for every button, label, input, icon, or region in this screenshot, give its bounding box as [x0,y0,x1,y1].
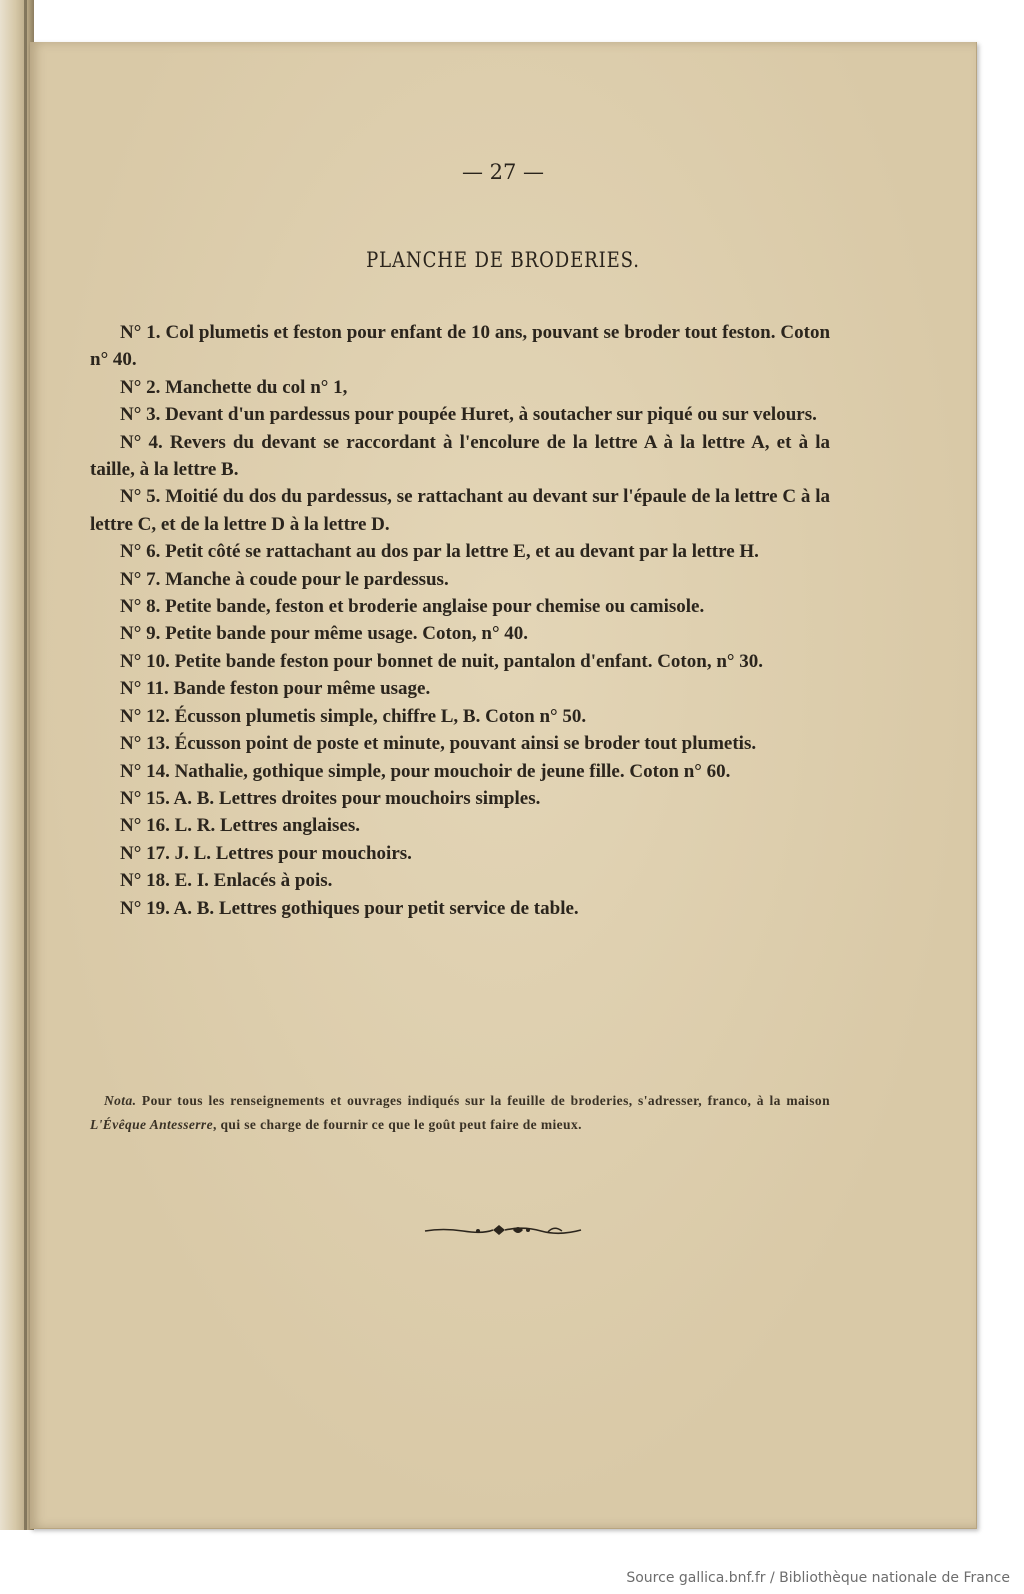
item-text: Devant d'un pardessus pour poupée Huret, à soutacher sur piqué ou sur velours. [165,404,817,426]
item-text: Écusson plumetis simple, chiffre L, B. Coton n° 50. [174,705,587,727]
page-heading: PLANCHE DE BRODERIES. [366,248,640,272]
item-number: N° 10. [120,650,170,672]
item-text: Bande feston pour même usage. [173,678,431,700]
list-item [90,566,830,593]
source-attribution: Source gallica.bnf.fr / Bibliothèque nationale de France [626,1570,1010,1586]
item-number: N° 9. [120,623,161,645]
list-item [90,429,830,484]
item-number: N° 1. [120,322,161,343]
list-item [90,758,830,785]
item-number: N° 8. [120,596,161,618]
nota-house-name: L'Évêque Antesserre [90,1117,213,1132]
list-item [90,867,830,894]
item-text: Manchette du col n° 1, [165,376,348,398]
item-text: E. I. Enlacés à pois. [174,870,333,892]
item-text: L. R. Lettres anglaises. [174,815,360,837]
list-item [90,374,830,401]
item-number: N° 14. [120,760,170,782]
ornament-flourish-icon [423,1220,583,1240]
item-number: N° 12. [120,705,170,727]
item-text: A. B. Lettres droites pour mouchoirs simples. [173,787,541,809]
book-page [30,42,977,1529]
list-item [90,703,830,730]
item-text: A. B. Lettres gothiques pour petit service de table. [173,897,579,919]
list-item [90,538,830,565]
item-number: N° 16. [120,815,170,837]
item-text: Écusson point de poste et minute, pouvant ainsi se broder tout plumetis. [174,733,757,755]
nota-text-before: Pour tous les renseignements et ouvrages indiqués sur la feuille de broderies, s'adresser, franco, à la maison [141,1093,830,1108]
item-number: N° 4. [120,431,163,453]
item-text: Revers du devant se raccordant à l'encolure de la lettre A à la lettre A, et à la taille, à la lettre B. [90,431,830,481]
item-number: N° 17. [120,842,170,864]
list-item [90,812,830,839]
nota-label: Nota. [104,1093,137,1108]
item-number: N° 2. [120,376,161,398]
list-item [90,620,830,647]
item-number: N° 3. [120,404,161,426]
list-item [90,675,830,702]
list-item [90,593,830,620]
nota-paragraph [90,1089,830,1137]
book-spine [0,0,34,1530]
list-item [90,730,830,757]
list-item [90,785,830,812]
list-item [90,840,830,867]
item-text: Nathalie, gothique simple, pour mouchoir de jeune fille. Coton n° 60. [174,760,731,782]
item-text: Moitié du dos du pardessus, se rattachant au devant sur l'épaule de la lettre C à la lettre C, et de la lettre D à la lettre D. [90,486,830,535]
item-text: Petite bande pour même usage. Coton, n° 40. [165,623,529,645]
item-text: Manche à coude pour le pardessus. [165,568,449,590]
embroidery-list [90,319,830,922]
ornament-divider [30,1220,976,1245]
item-number: N° 13. [120,733,170,755]
list-item [90,483,830,538]
list-item [90,319,830,374]
page-number: — 27 — [461,160,545,184]
item-number: N° 6. [120,541,161,563]
item-text: J. L. Lettres pour mouchoirs. [174,842,412,864]
list-item [90,401,830,428]
list-item [90,648,830,675]
nota-text-after: , qui se charge de fournir ce que le goût peut faire de mieux. [212,1117,582,1132]
item-text: Petite bande, feston et broderie anglaise pour chemise ou camisole. [165,596,705,618]
item-number: N° 7. [120,568,161,590]
item-number: N° 11. [120,678,169,700]
item-text: Petit côté se rattachant au dos par la lettre E, et au devant par la lettre H. [165,541,759,563]
item-number: N° 18. [120,870,170,892]
item-text: Col plumetis et feston pour enfant de 10 ans, pouvant se broder tout feston. Coton n° 40. [90,322,831,371]
spine-edge [24,0,27,1530]
item-number: N° 5. [120,486,161,508]
item-text: Petite bande feston pour bonnet de nuit, pantalon d'enfant. Coton, n° 30. [174,650,763,672]
item-number: N° 15. [120,787,170,809]
list-item [90,895,830,922]
item-number: N° 19. [120,897,170,919]
